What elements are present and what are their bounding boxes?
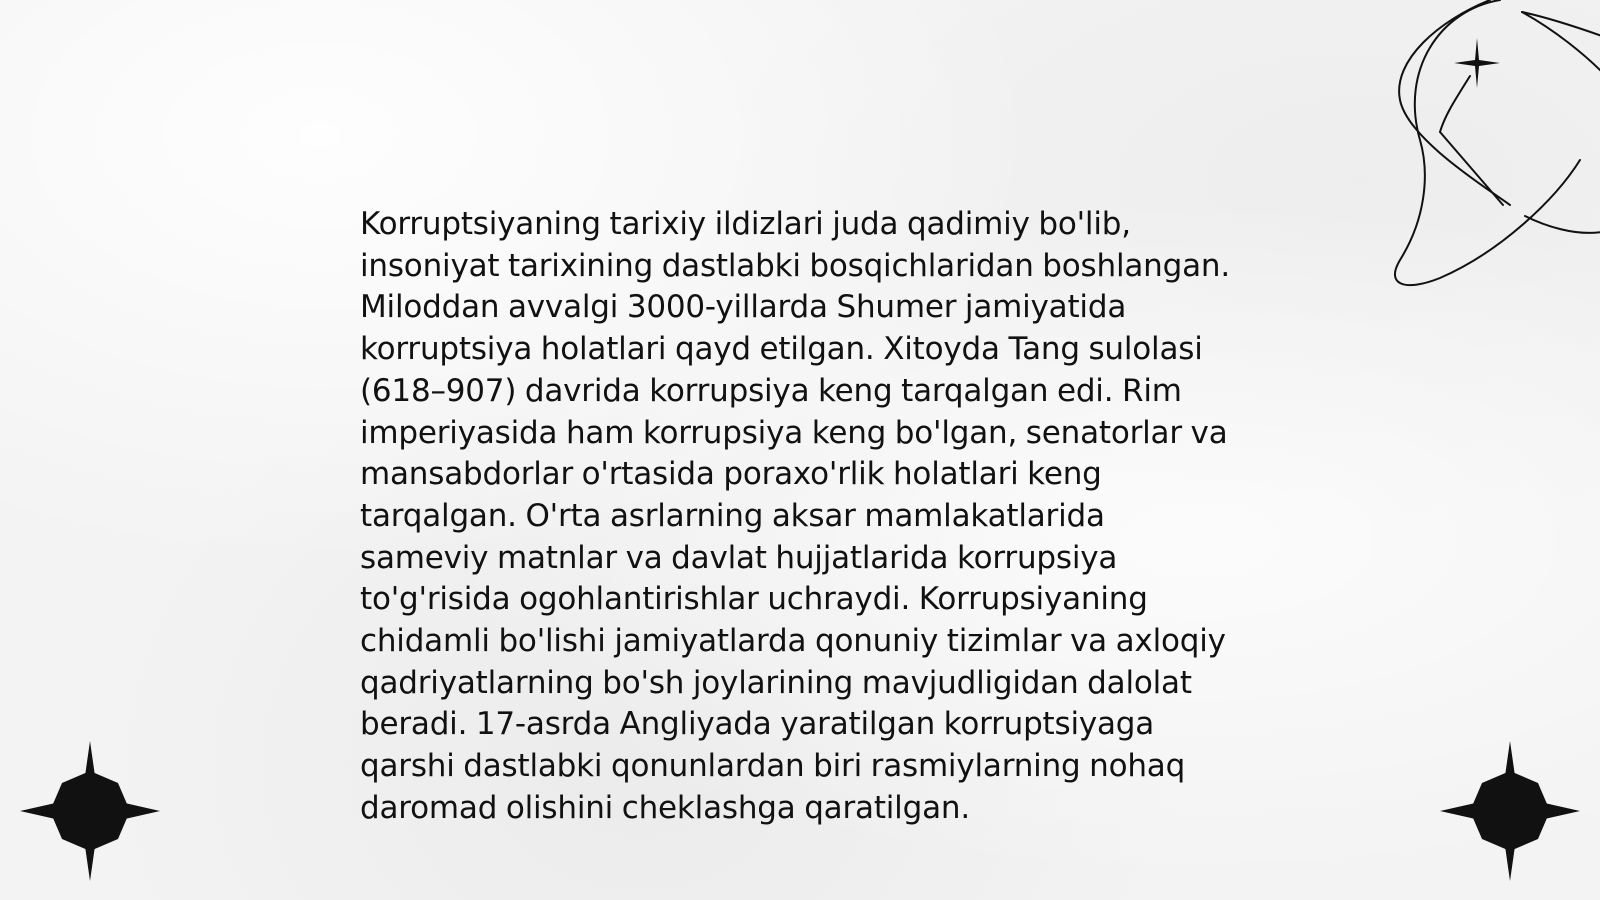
sparkle-icon [1454, 38, 1500, 88]
four-point-star-icon [1440, 741, 1580, 881]
four-point-star-icon [20, 741, 160, 881]
orbit-sparkle-icon [1340, 0, 1600, 300]
body-paragraph: Korruptsiyaning tarixiy ildizlari juda qadimiy bo'lib, insoniyat tarixining dastlabki bosqichlaridan boshlangan. Miloddan avvalgi 3000-yillarda Shumer jamiyatida korruptsiya holatlari qayd etilgan. Xitoyda Tang sulolasi (618–907) davrida korrupsiya keng tarqalgan edi. Rim imperiyasida ham korrupsiya keng bo'lgan, senatorlar va mansabdorlar o'rtasida poraxo'rlik holatlari keng tarqalgan. O'rta asrlarning aksar mamlakatlarida sameviy matnlar va davlat hujjatlarida korrupsiya to'g'risida ogohlantirishlar uchraydi. Korrupsiyaning chidamli bo'lishi jamiyatlarda qonuniy tizimlar va axloqiy qadriyatlarning bo'sh joylarining mavjudligidan dalolat beradi. 17-asrda Angliyada yaratilgan korruptsiyaga qarshi dastlabki qonunlardan biri rasmiylarning nohaq daromad olishini cheklashga qaratilgan. [360, 206, 1230, 826]
